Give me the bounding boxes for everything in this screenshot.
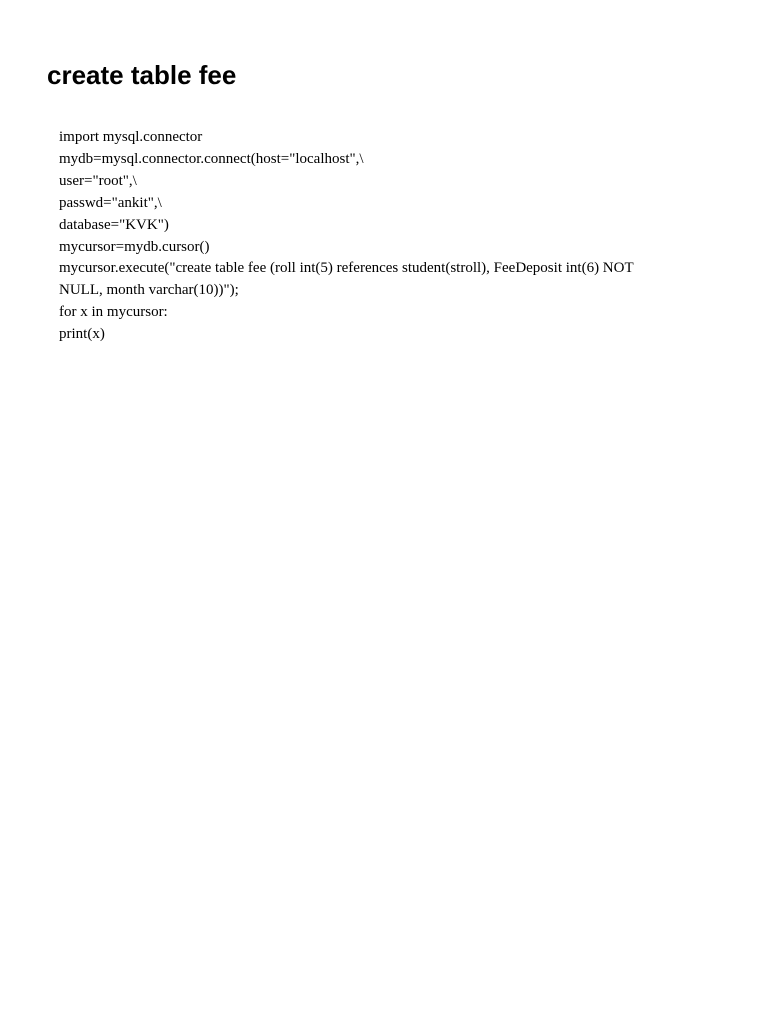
code-line: mycursor=mydb.cursor() [59,238,210,255]
code-text-block [59,127,699,346]
code-line: mydb=mysql.connector.connect(host="localhost",\ [59,150,364,167]
code-line: NULL, month varchar(10))"); [59,282,239,299]
code-line: print(x) [59,326,105,343]
code-line: user="root",\ [59,172,137,189]
code-line: database="KVK") [59,216,169,233]
code-line: import mysql.connector [59,129,203,145]
code-line: for x in mycursor: [59,304,168,321]
page-title: create table fee [47,60,237,90]
code-line: mycursor.execute("create table fee (roll int(5) references student(stroll), FeeDeposit int(6) NOT [59,260,634,277]
code-line: passwd="ankit",\ [59,194,162,211]
